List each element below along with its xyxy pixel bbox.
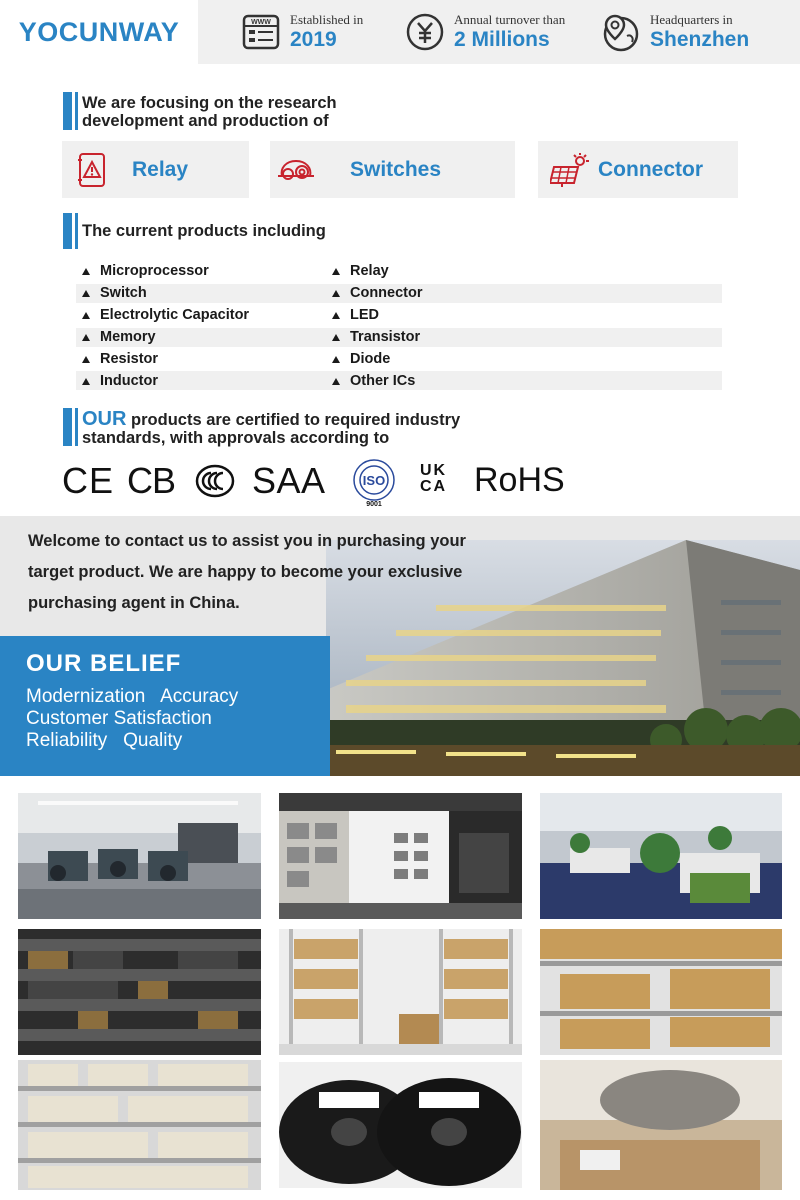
products-right-list [332, 260, 582, 392]
office-plants-photo [540, 793, 782, 919]
bullet-triangle-icon [332, 334, 340, 341]
stat-value: 2 Millions [454, 28, 550, 51]
bullet-triangle-icon [82, 356, 90, 363]
svg-text:9001: 9001 [366, 501, 382, 508]
section-marker [63, 213, 75, 249]
contact-line3: purchasing agent in China. [28, 594, 240, 612]
stat-value: 2019 [290, 28, 337, 51]
boxes-photo [540, 929, 782, 1055]
showroom-photo [279, 793, 522, 919]
focus-item-label: Relay [132, 157, 189, 181]
section-marker [63, 408, 75, 446]
focus-item-connector[interactable] [538, 141, 738, 198]
list-item: Diode [332, 348, 582, 370]
bullet-triangle-icon [332, 290, 340, 297]
bullet-triangle-icon [82, 290, 90, 297]
stat-established [240, 8, 363, 56]
focus-heading-line1: We are focusing on the research [82, 94, 337, 112]
list-item: Microprocessor [82, 260, 332, 282]
svg-text:ISO: ISO [362, 473, 386, 488]
list-item: Electrolytic Capacitor [82, 304, 332, 326]
contact-line1: Welcome to contact us to assist you in purchasing your [28, 532, 466, 550]
solar-connector-icon [548, 150, 592, 190]
stat-label: Headquarters in [650, 12, 733, 27]
list-item: Inductor [82, 370, 332, 392]
bullet-triangle-icon [332, 378, 340, 385]
svg-text:CCC: CCC [215, 496, 218, 497]
list-item: Relay [332, 260, 582, 282]
office-photo [18, 793, 261, 919]
bullet-triangle-icon [332, 268, 340, 275]
svg-text:WWW: WWW [251, 19, 271, 26]
list-item: Memory [82, 326, 332, 348]
stat-label: Annual turnover than [454, 12, 566, 27]
list-item: Resistor [82, 348, 332, 370]
focus-item-switches[interactable] [270, 141, 515, 198]
focus-heading [82, 94, 337, 130]
packaged-reel-photo [540, 1060, 782, 1190]
belief-title: OUR BELIEF [26, 650, 182, 677]
products-heading: The current products including [82, 222, 326, 240]
bullet-triangle-icon [82, 312, 90, 319]
certs-heading-line1: products are certified to required industry [126, 411, 461, 429]
cert-ce-mark: CE [62, 460, 115, 501]
cert-ukca-mark: UK CA [420, 462, 448, 495]
focus-item-label: Connector [598, 157, 703, 181]
belief-line3: Reliability Quality [26, 730, 183, 751]
bullet-triangle-icon [82, 378, 90, 385]
company-logo[interactable]: YOCUNWAY [18, 16, 180, 47]
www-calendar-icon [240, 11, 282, 53]
map-pin-icon [600, 11, 642, 53]
inventory-photo [18, 1060, 261, 1190]
cert-saa-mark: SAA [252, 460, 326, 501]
certs-heading-highlight: OUR [82, 408, 127, 430]
cert-ccc-mark [195, 464, 235, 503]
focus-item-relay[interactable] [62, 141, 249, 198]
certs-heading-line2: standards, with approvals according to [82, 429, 390, 447]
certs-heading [82, 410, 460, 447]
contact-line2: target product. We are happy to become your exclusive [28, 563, 463, 581]
belief-line1: Modernization Accuracy [26, 686, 239, 707]
storage-shelves-photo [279, 929, 522, 1055]
list-item: Transistor [332, 326, 582, 348]
products-left-list [82, 260, 332, 392]
list-item: Connector [332, 282, 582, 304]
reels-photo [279, 1062, 522, 1188]
focus-heading-line2: development and production of [82, 112, 329, 130]
contact-message [28, 526, 528, 619]
stat-turnover [404, 8, 565, 56]
bullet-triangle-icon [332, 356, 340, 363]
belief-line2: Customer Satisfaction [26, 708, 212, 729]
warehouse-photo [18, 929, 261, 1055]
list-item: Switch [82, 282, 332, 304]
cert-rohs-mark: RoHS [474, 461, 565, 499]
cert-iso-mark [350, 458, 398, 506]
stat-headquarters [600, 8, 749, 56]
switch-toggle-icon [274, 150, 318, 190]
bullet-triangle-icon [82, 268, 90, 275]
bullet-triangle-icon [82, 334, 90, 341]
stat-value: Shenzhen [650, 28, 750, 51]
relay-warning-icon [70, 150, 114, 190]
list-item: Other ICs [332, 370, 582, 392]
focus-item-label: Switches [350, 157, 442, 181]
cert-cb-mark: CB [127, 460, 176, 501]
yuan-coin-icon [404, 11, 446, 53]
stat-label: Established in [290, 12, 364, 27]
list-item: LED [332, 304, 582, 326]
logo-container[interactable] [0, 0, 198, 64]
section-marker [63, 92, 75, 130]
bullet-triangle-icon [332, 312, 340, 319]
